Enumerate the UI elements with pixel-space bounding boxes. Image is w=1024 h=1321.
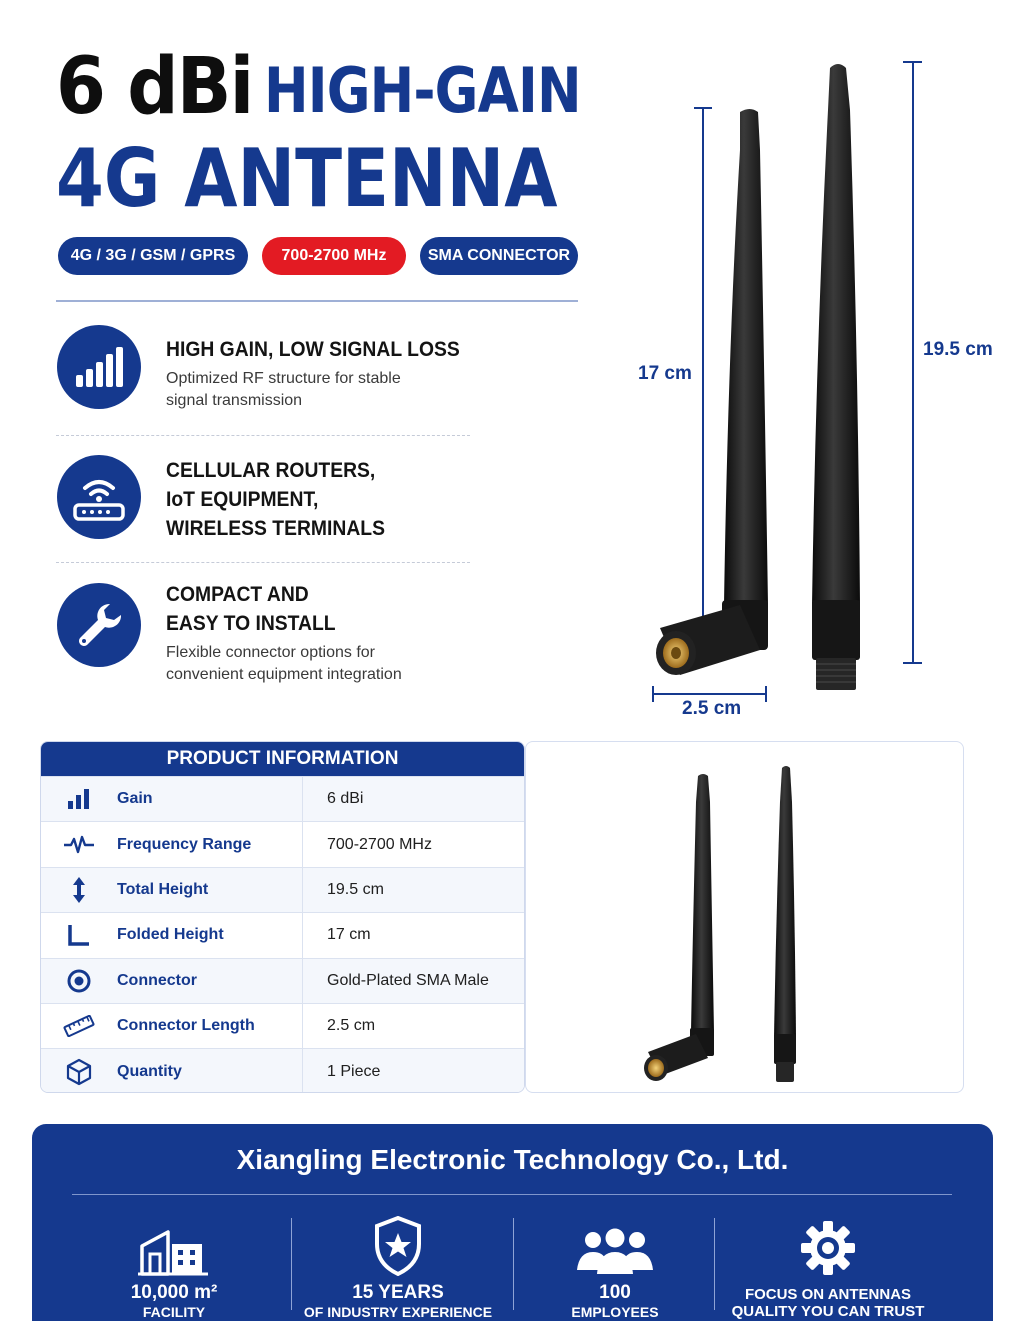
feature-easy-install	[166, 580, 402, 686]
table-row	[41, 776, 524, 821]
row-value: 2.5 cm	[327, 1017, 376, 1035]
people-icon	[515, 1210, 715, 1276]
feature-title-line: WIRELESS TERMINALS	[166, 517, 385, 540]
row-label: Frequency Range	[117, 822, 303, 866]
stat-divider	[513, 1218, 514, 1310]
row-label: Total Height	[117, 868, 303, 912]
tag-label: SMA CONNECTOR	[427, 247, 571, 264]
row-label: Connector	[117, 959, 303, 1003]
feature-desc-line: Flexible connector options for	[166, 644, 375, 661]
total-height-dimension	[903, 62, 922, 663]
stat-value: 100	[599, 1282, 631, 1303]
shield-star-icon	[298, 1210, 498, 1276]
antenna-pair-photo	[526, 742, 963, 1092]
title-gain: 6 dBi	[56, 42, 253, 132]
router-wifi-icon	[57, 455, 141, 539]
product-photo-card	[525, 741, 964, 1093]
table-row	[41, 1048, 524, 1093]
stat-caption: EMPLOYEES	[571, 1304, 659, 1320]
title-4g-antenna: 4G ANTENNA	[56, 132, 558, 225]
signal-bars-icon	[41, 788, 117, 810]
stat-experience	[298, 1210, 498, 1320]
tag-connector	[420, 237, 578, 275]
folded-height-label: 17 cm	[638, 363, 692, 384]
antenna-product-image	[600, 50, 1024, 730]
company-name: Xiangling Electronic Technology Co., Ltd.	[236, 1144, 789, 1175]
feature-title: HIGH GAIN, LOW SIGNAL LOSS	[166, 338, 460, 361]
tag-network-bands	[58, 237, 248, 275]
stat-value: 10,000 m²	[130, 1282, 218, 1303]
product-info-rows	[41, 776, 524, 1093]
stat-divider	[291, 1218, 292, 1310]
connector-ring-icon	[41, 968, 117, 994]
tag-label: 4G / 3G / GSM / GPRS	[70, 247, 236, 264]
wrench-icon	[57, 583, 141, 667]
tag-frequency	[262, 237, 406, 275]
tag-label: 700-2700 MHz	[281, 247, 387, 264]
straight-antenna	[812, 64, 860, 690]
table-row	[41, 867, 524, 912]
row-label: Gain	[117, 777, 303, 821]
product-info-table	[40, 741, 525, 1093]
banner-divider	[72, 1194, 952, 1195]
title-high-gain: HIGH-GAIN	[264, 54, 581, 127]
title-line-1	[56, 42, 581, 138]
connector-length-label: 2.5 cm	[682, 698, 742, 719]
feature-desc-line: signal transmission	[166, 392, 303, 409]
gear-icon	[728, 1210, 928, 1276]
box-icon	[41, 1058, 117, 1086]
table-row	[41, 1003, 524, 1048]
feature-title-line: EASY TO INSTALL	[166, 612, 336, 635]
row-value: 17 cm	[327, 926, 371, 944]
table-row	[41, 958, 524, 1003]
stat-divider	[714, 1218, 715, 1310]
feature-high-gain	[166, 335, 485, 412]
feature-desc-line: Optimized RF structure for stable	[166, 370, 401, 387]
row-value: 19.5 cm	[327, 880, 384, 898]
folded-height-dimension	[694, 108, 712, 655]
row-value: 6 dBi	[327, 790, 364, 808]
stat-facility	[74, 1210, 274, 1320]
company-banner	[32, 1124, 993, 1321]
total-height-label: 19.5 cm	[923, 339, 993, 360]
feature-divider	[56, 562, 470, 563]
table-row	[41, 821, 524, 866]
building-icon	[74, 1210, 274, 1276]
stat-caption: OF INDUSTRY EXPERIENCE	[303, 1304, 493, 1320]
divider	[56, 300, 578, 302]
row-value: 700-2700 MHz	[327, 835, 432, 853]
stat-value: 15 YEARS	[352, 1282, 444, 1303]
folded-antenna	[656, 109, 768, 675]
row-value: 1 Piece	[327, 1062, 381, 1080]
frequency-wave-icon	[41, 835, 117, 855]
vertical-arrows-icon	[41, 876, 117, 904]
l-angle-icon	[41, 923, 117, 947]
feature-title-line: COMPACT AND	[166, 583, 309, 606]
row-label: Quantity	[117, 1049, 303, 1093]
feature-divider	[56, 435, 470, 436]
table-row	[41, 912, 524, 957]
title-line-2	[56, 132, 639, 225]
feature-title-line: IoT EQUIPMENT,	[166, 488, 319, 511]
stat-value: FOCUS ON ANTENNAS	[744, 1286, 912, 1303]
feature-applications	[166, 456, 404, 543]
stat-caption: QUALITY YOU CAN TRUST	[731, 1303, 925, 1320]
stat-focus	[728, 1210, 928, 1320]
stat-employees	[515, 1210, 715, 1320]
feature-title-line: CELLULAR ROUTERS,	[166, 459, 376, 482]
product-info-heading: PRODUCT INFORMATION	[41, 742, 524, 776]
stat-caption: FACILITY	[142, 1304, 206, 1320]
row-value: Gold-Plated SMA Male	[327, 971, 489, 989]
row-label: Connector Length	[117, 1004, 303, 1048]
feature-desc-line: convenient equipment integration	[166, 666, 402, 683]
ruler-icon	[41, 1015, 117, 1037]
signal-bars-icon	[57, 325, 141, 409]
row-label: Folded Height	[117, 913, 303, 957]
